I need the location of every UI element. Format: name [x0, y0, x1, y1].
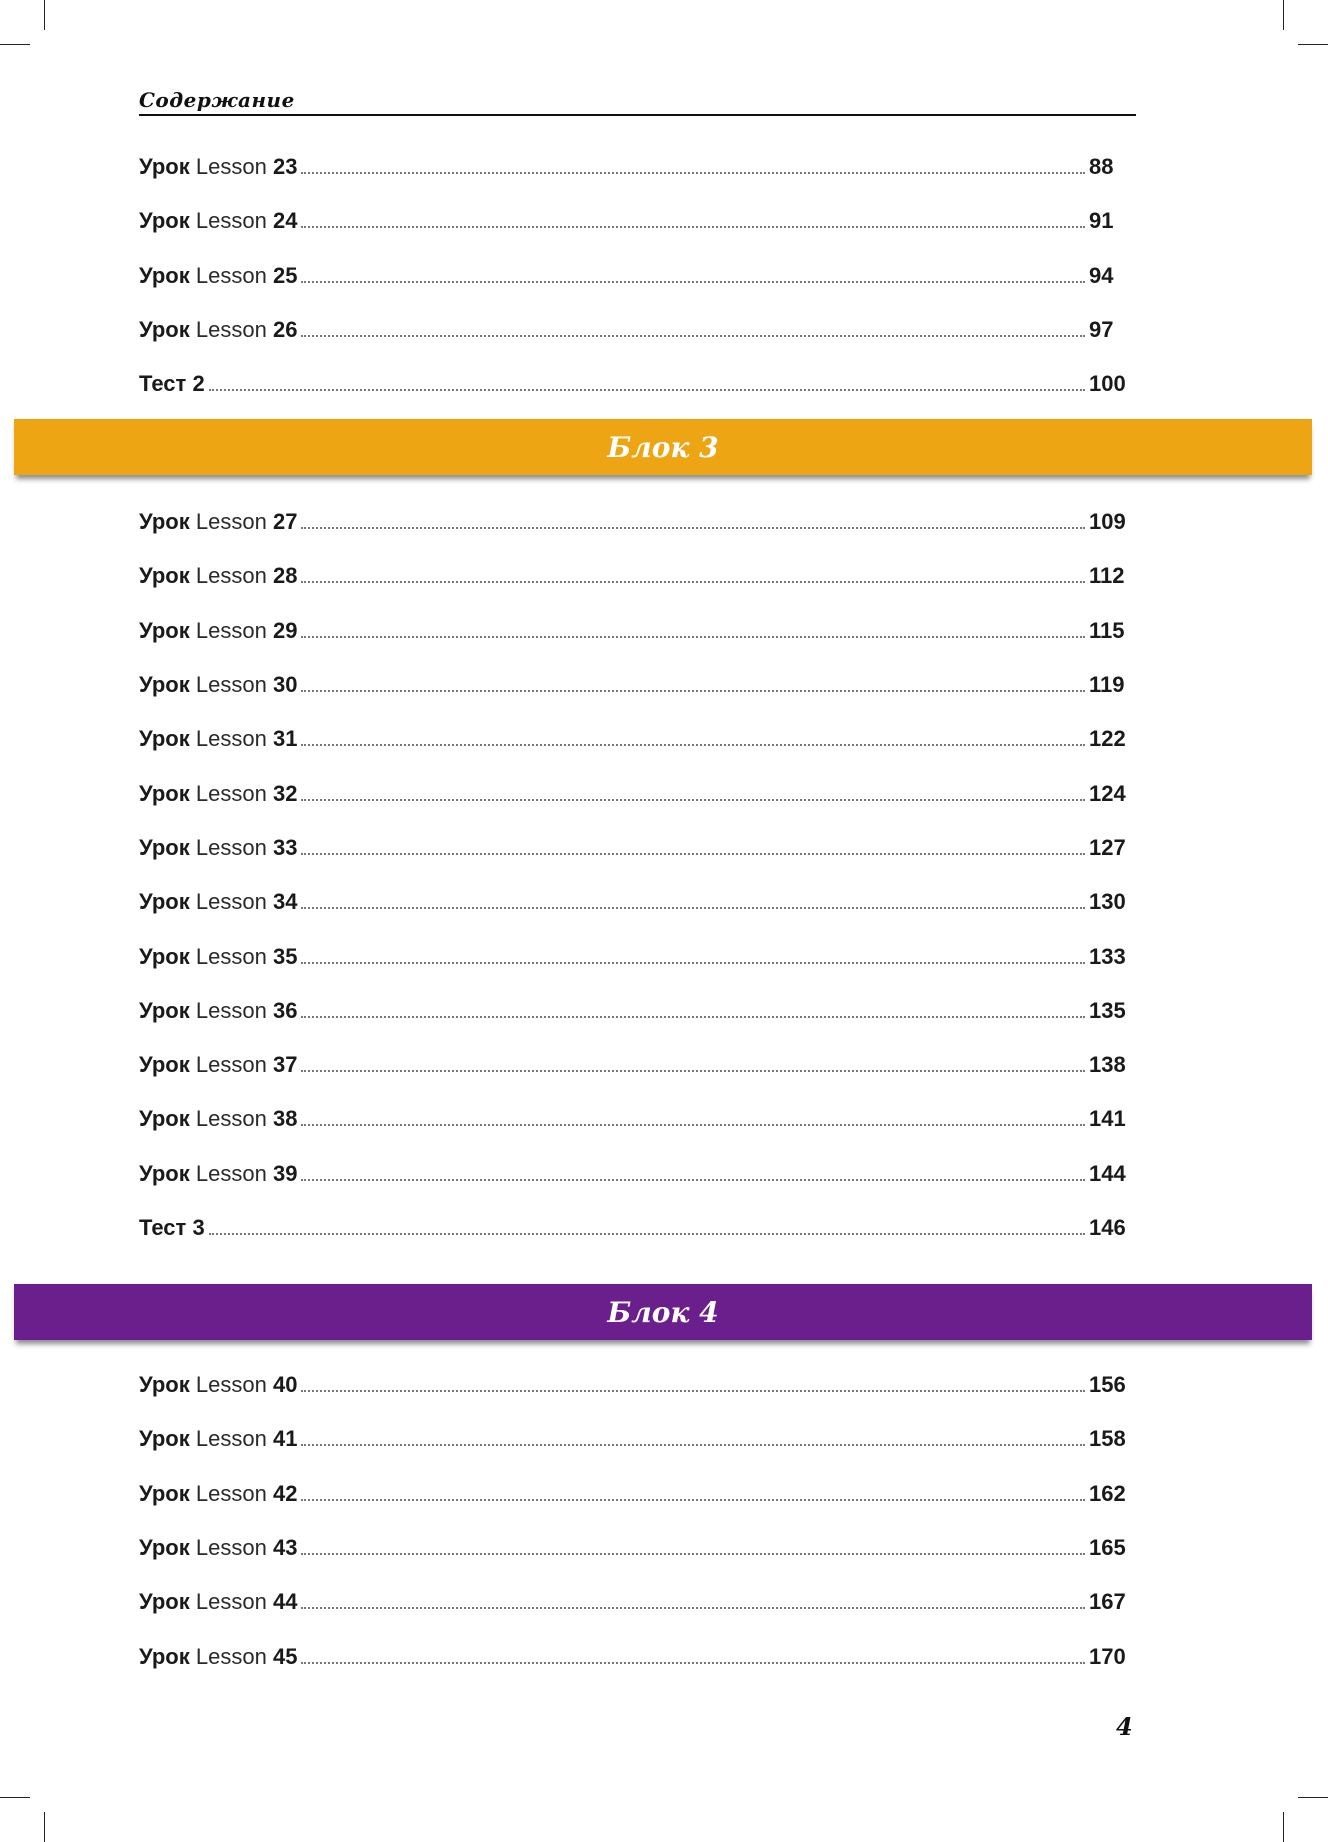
- toc-entry-number: 27: [272, 509, 298, 535]
- toc-entry-subtitle: Lesson: [195, 943, 267, 969]
- toc-entry-number: 38: [272, 1106, 298, 1132]
- page-number: 4: [1116, 1712, 1133, 1741]
- page-header: [139, 88, 1136, 116]
- toc-entry-page: 133: [1089, 943, 1126, 969]
- toc-entry[interactable]: [139, 1412, 1131, 1466]
- toc-entry-type: Урок: [139, 834, 190, 860]
- toc-entry-number: 3: [192, 1215, 205, 1240]
- toc-entry-number: 32: [272, 780, 298, 806]
- toc-entry-label: [139, 1481, 297, 1507]
- toc-entry-number: 39: [272, 1160, 298, 1186]
- block-4-banner: [14, 1284, 1312, 1340]
- block-4-title: Блок 4: [607, 1295, 719, 1329]
- toc-entry-label: [139, 208, 297, 234]
- toc-entry-type: Урок: [139, 1480, 190, 1506]
- toc-entry-subtitle: Lesson: [195, 1160, 267, 1186]
- dot-leader: [301, 1499, 1085, 1501]
- toc-entry-subtitle: Lesson: [195, 317, 267, 343]
- dot-leader: [301, 226, 1085, 228]
- toc-entry-subtitle: Lesson: [195, 997, 267, 1023]
- toc-entry-type: Урок: [139, 1535, 190, 1561]
- block-3-title: Блок 3: [607, 430, 719, 464]
- toc-entry-label: [139, 154, 297, 180]
- dot-leader: [301, 636, 1085, 638]
- crop-mark: [44, 1812, 45, 1842]
- toc-entry[interactable]: [139, 1201, 1131, 1255]
- toc-entry[interactable]: [139, 495, 1131, 549]
- toc-entry[interactable]: [139, 658, 1131, 712]
- toc-entry-label: [139, 1215, 205, 1241]
- toc-entry-label: [139, 1372, 297, 1398]
- dot-leader: [209, 1233, 1085, 1235]
- toc-entry-number: 35: [272, 943, 298, 969]
- dot-leader: [301, 1016, 1085, 1018]
- page-title: Содержание: [139, 88, 295, 112]
- toc-entry-label: [139, 1426, 297, 1452]
- toc-entry-subtitle: Lesson: [195, 1372, 267, 1398]
- toc-entry-label: [139, 672, 297, 698]
- toc-entry-type: Урок: [139, 262, 190, 288]
- toc-entry-type: Урок: [139, 997, 190, 1023]
- toc-entry-number: 45: [272, 1643, 298, 1669]
- toc-entry[interactable]: [139, 194, 1131, 248]
- dot-leader: [209, 389, 1085, 391]
- toc-entry-page: 115: [1089, 617, 1125, 643]
- toc-entry-page: 88: [1089, 154, 1114, 180]
- toc-entry-page: 141: [1089, 1106, 1126, 1132]
- toc-entry-type: Урок: [139, 317, 190, 343]
- toc-entry-type: Урок: [139, 726, 190, 752]
- toc-entry-label: [139, 1161, 297, 1187]
- toc-entry-label: [139, 263, 297, 289]
- toc-entry[interactable]: [139, 1629, 1131, 1683]
- dot-leader: [301, 1607, 1085, 1609]
- toc-entry-type: Тест: [139, 371, 187, 397]
- crop-mark: [1298, 44, 1328, 45]
- toc-entry[interactable]: [139, 249, 1131, 303]
- toc-entry-label: [139, 781, 297, 807]
- toc-entry-subtitle: Lesson: [195, 208, 267, 234]
- dot-leader: [301, 1390, 1085, 1392]
- toc-entry[interactable]: [139, 1092, 1131, 1146]
- toc-entry-page: 144: [1089, 1160, 1126, 1186]
- toc-entry[interactable]: [139, 140, 1131, 194]
- toc-entry-number: 26: [272, 317, 298, 343]
- toc-entry-number: 25: [272, 262, 298, 288]
- toc-entry-number: 41: [272, 1426, 298, 1452]
- toc-entry-page: 119: [1089, 672, 1125, 698]
- toc-entry[interactable]: [139, 303, 1131, 357]
- toc-entry-page: 158: [1089, 1426, 1126, 1452]
- toc-entry-subtitle: Lesson: [195, 780, 267, 806]
- toc-entry-subtitle: Lesson: [195, 1589, 267, 1615]
- dot-leader: [301, 527, 1085, 529]
- toc-entry-type: Урок: [139, 1643, 190, 1669]
- toc-entry-page: 94: [1089, 262, 1114, 288]
- toc-entry-label: [139, 1535, 297, 1561]
- dot-leader: [301, 172, 1085, 174]
- toc-entry[interactable]: [139, 984, 1131, 1038]
- toc-entry-subtitle: Lesson: [195, 672, 267, 698]
- toc-entry-page: 170: [1089, 1643, 1126, 1669]
- toc-entry-label: [139, 998, 297, 1024]
- toc-entry-label: [139, 371, 205, 397]
- toc-entry-type: Урок: [139, 1106, 190, 1132]
- toc-entry-subtitle: Lesson: [195, 1106, 267, 1132]
- toc-list-block-3: [139, 495, 1131, 1255]
- dot-leader: [301, 335, 1085, 337]
- toc-entry-label: [139, 944, 297, 970]
- toc-entry-number: 43: [272, 1535, 298, 1561]
- toc-entry-number: 44: [272, 1589, 298, 1615]
- toc-entry[interactable]: [139, 1147, 1131, 1201]
- toc-entry-type: Урок: [139, 943, 190, 969]
- toc-entry-type: Урок: [139, 1426, 190, 1452]
- toc-entry-number: 34: [272, 889, 298, 915]
- toc-entry-number: 36: [272, 997, 298, 1023]
- toc-entry-page: 97: [1089, 317, 1114, 343]
- dot-leader: [301, 281, 1085, 283]
- toc-entry-subtitle: Lesson: [195, 1643, 267, 1669]
- block-3-banner: [14, 419, 1312, 475]
- toc-entry-label: [139, 618, 297, 644]
- dot-leader: [301, 853, 1085, 855]
- toc-entry-label: [139, 1589, 297, 1615]
- toc-entry-page: 162: [1089, 1480, 1126, 1506]
- toc-entry[interactable]: [139, 712, 1131, 766]
- toc-entry-subtitle: Lesson: [195, 889, 267, 915]
- toc-entry-number: 28: [272, 563, 298, 589]
- toc-entry-number: 24: [272, 208, 298, 234]
- toc-entry-number: 31: [272, 726, 298, 752]
- toc-entry-number: 42: [272, 1480, 298, 1506]
- toc-entry-subtitle: Lesson: [195, 262, 267, 288]
- dot-leader: [301, 1124, 1085, 1126]
- toc-entry-type: Урок: [139, 672, 190, 698]
- toc-entry[interactable]: [139, 766, 1131, 820]
- toc-entry-page: 130: [1089, 889, 1126, 915]
- dot-leader: [301, 1179, 1085, 1181]
- crop-mark: [1283, 1812, 1284, 1842]
- toc-entry-number: 23: [272, 154, 298, 180]
- toc-entry-subtitle: Lesson: [195, 1426, 267, 1452]
- dot-leader: [301, 690, 1085, 692]
- toc-list-block-4: [139, 1358, 1131, 1684]
- toc-entry-subtitle: Lesson: [195, 834, 267, 860]
- toc-entry-number: 33: [272, 834, 298, 860]
- dot-leader: [301, 1553, 1085, 1555]
- toc-entry-subtitle: Lesson: [195, 1535, 267, 1561]
- toc-entry-type: Урок: [139, 208, 190, 234]
- toc-entry[interactable]: [139, 1038, 1131, 1092]
- toc-entry[interactable]: [139, 821, 1131, 875]
- toc-entry-type: Урок: [139, 1160, 190, 1186]
- toc-entry-label: [139, 509, 297, 535]
- dot-leader: [301, 1662, 1085, 1664]
- toc-entry[interactable]: [139, 1521, 1131, 1575]
- toc-entry[interactable]: [139, 929, 1131, 983]
- toc-entry-subtitle: Lesson: [195, 1052, 267, 1078]
- toc-entry-label: [139, 726, 297, 752]
- toc-entry-type: Урок: [139, 563, 190, 589]
- dot-leader: [301, 799, 1085, 801]
- toc-entry-page: 146: [1089, 1215, 1126, 1240]
- dot-leader: [301, 1070, 1085, 1072]
- toc-entry-number: 30: [272, 672, 298, 698]
- dot-leader: [301, 907, 1085, 909]
- toc-entry-page: 127: [1089, 834, 1126, 860]
- toc-entry-label: [139, 835, 297, 861]
- toc-entry-page: 165: [1089, 1535, 1126, 1561]
- toc-entry-label: [139, 1644, 297, 1670]
- toc-entry[interactable]: [139, 1358, 1131, 1412]
- toc-entry-number: 40: [272, 1372, 298, 1398]
- toc-entry-type: Урок: [139, 780, 190, 806]
- toc-entry[interactable]: [139, 357, 1131, 411]
- toc-entry-page: 109: [1089, 509, 1126, 535]
- toc-entry[interactable]: [139, 604, 1131, 658]
- dot-leader: [301, 962, 1085, 964]
- toc-entry-subtitle: Lesson: [195, 1480, 267, 1506]
- toc-entry-label: [139, 317, 297, 343]
- toc-entry-number: 37: [272, 1052, 298, 1078]
- toc-entry-page: 156: [1089, 1372, 1126, 1398]
- toc-entry-type: Урок: [139, 154, 190, 180]
- toc-entry-type: Урок: [139, 1052, 190, 1078]
- crop-mark: [1298, 1797, 1328, 1798]
- toc-entry-page: 124: [1089, 780, 1126, 806]
- toc-entry-subtitle: Lesson: [195, 154, 267, 180]
- toc-entry-page: 112: [1089, 563, 1125, 589]
- toc-entry-type: Тест: [139, 1215, 187, 1240]
- toc-entry-label: [139, 563, 297, 589]
- toc-entry-subtitle: Lesson: [195, 726, 267, 752]
- toc-entry-label: [139, 1106, 297, 1132]
- toc-entry[interactable]: [139, 875, 1131, 929]
- toc-entry-label: [139, 889, 297, 915]
- toc-entry[interactable]: [139, 1575, 1131, 1629]
- dot-leader: [301, 581, 1085, 583]
- toc-entry-type: Урок: [139, 1589, 190, 1615]
- toc-entry-page: 138: [1089, 1052, 1126, 1078]
- toc-entry-type: Урок: [139, 1372, 190, 1398]
- crop-mark: [1283, 0, 1284, 30]
- crop-mark: [0, 44, 30, 45]
- toc-entry-subtitle: Lesson: [195, 509, 267, 535]
- toc-entry[interactable]: [139, 549, 1131, 603]
- toc-entry-number: 2: [192, 371, 205, 397]
- toc-entry-page: 91: [1089, 208, 1114, 234]
- toc-entry-number: 29: [272, 617, 298, 643]
- toc-entry-subtitle: Lesson: [195, 563, 267, 589]
- toc-entry[interactable]: [139, 1467, 1131, 1521]
- toc-entry-label: [139, 1052, 297, 1078]
- toc-entry-page: 167: [1089, 1589, 1126, 1615]
- toc-entry-type: Урок: [139, 889, 190, 915]
- toc-entry-page: 135: [1089, 997, 1126, 1023]
- toc-entry-subtitle: Lesson: [195, 617, 267, 643]
- crop-mark: [0, 1797, 30, 1798]
- dot-leader: [301, 744, 1085, 746]
- toc-entry-type: Урок: [139, 617, 190, 643]
- toc-entry-type: Урок: [139, 509, 190, 535]
- toc-entry-page: 100: [1089, 371, 1126, 397]
- dot-leader: [301, 1444, 1085, 1446]
- crop-mark: [44, 0, 45, 30]
- toc-entry-page: 122: [1089, 726, 1126, 752]
- toc-list-top: [139, 140, 1131, 411]
